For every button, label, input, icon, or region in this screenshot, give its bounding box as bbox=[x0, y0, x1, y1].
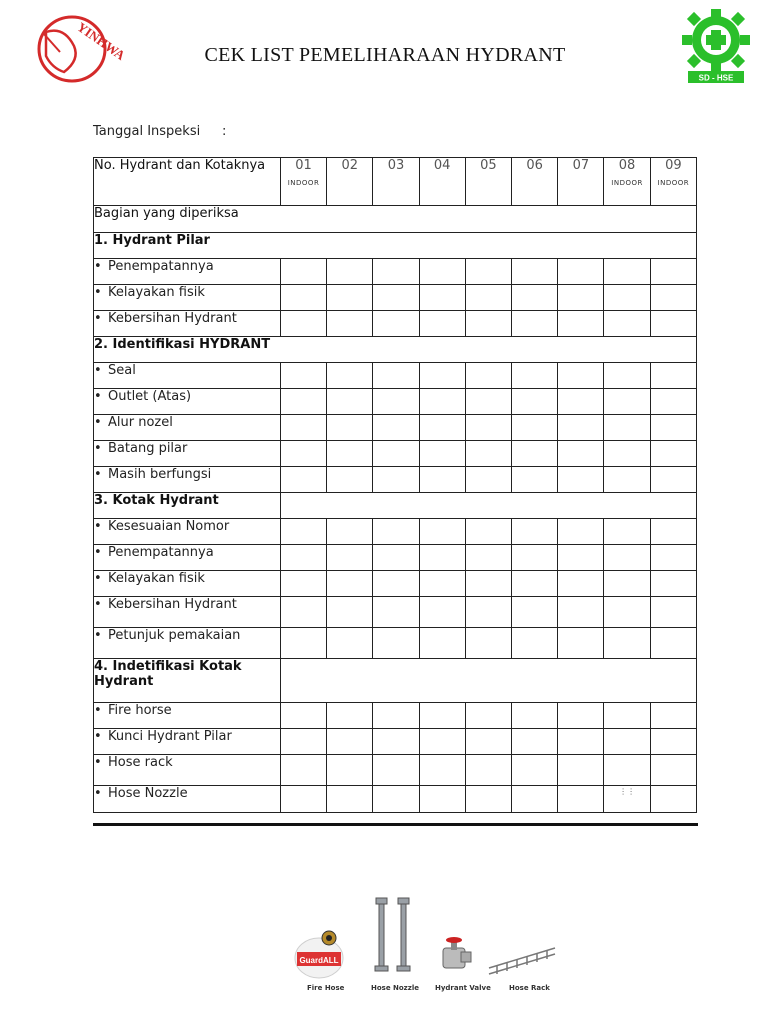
section-row bbox=[94, 233, 697, 259]
check-cell[interactable] bbox=[558, 467, 604, 493]
header-label: No. Hydrant dan Kotaknya bbox=[94, 158, 281, 206]
check-item bbox=[94, 786, 281, 813]
check-item-label: Kunci Hydrant Pilar bbox=[108, 729, 232, 744]
check-cell[interactable] bbox=[465, 571, 511, 597]
check-cell[interactable] bbox=[327, 415, 373, 441]
check-cell[interactable] bbox=[604, 597, 650, 628]
check-item bbox=[94, 571, 281, 597]
check-cell[interactable] bbox=[327, 389, 373, 415]
column-number: 04 bbox=[433, 158, 451, 173]
check-cell[interactable] bbox=[558, 415, 604, 441]
check-item-label: Kesesuaian Nomor bbox=[108, 519, 230, 534]
bullet-icon: • bbox=[94, 628, 102, 643]
check-item bbox=[94, 755, 281, 786]
scribble-mark: ⋮⋮ bbox=[619, 787, 636, 796]
check-cell[interactable] bbox=[327, 311, 373, 337]
check-cell[interactable] bbox=[650, 786, 696, 813]
check-cell[interactable] bbox=[512, 363, 558, 389]
check-cell[interactable] bbox=[419, 628, 465, 659]
check-cell[interactable] bbox=[327, 545, 373, 571]
check-cell[interactable] bbox=[327, 729, 373, 755]
check-cell[interactable] bbox=[465, 755, 511, 786]
bullet-icon: • bbox=[94, 755, 102, 770]
column-location: INDOOR bbox=[657, 179, 690, 187]
column-number: 03 bbox=[387, 158, 405, 173]
check-cell[interactable] bbox=[280, 628, 326, 659]
check-cell[interactable] bbox=[419, 285, 465, 311]
check-cell[interactable] bbox=[512, 467, 558, 493]
check-cell[interactable] bbox=[465, 729, 511, 755]
check-item bbox=[94, 285, 281, 311]
page-title: CEK LIST PEMELIHARAAN HYDRANT bbox=[204, 44, 566, 66]
section-title: 2. Identifikasi HYDRANT bbox=[94, 337, 697, 363]
check-item bbox=[94, 703, 281, 729]
check-cell[interactable] bbox=[604, 729, 650, 755]
check-cell[interactable] bbox=[465, 259, 511, 285]
check-cell[interactable] bbox=[558, 786, 604, 813]
check-cell[interactable] bbox=[465, 285, 511, 311]
check-cell[interactable] bbox=[419, 363, 465, 389]
column-number: 05 bbox=[480, 158, 497, 173]
column-number: 09 bbox=[665, 158, 682, 173]
check-item bbox=[94, 441, 281, 467]
check-cell[interactable] bbox=[465, 389, 511, 415]
check-cell[interactable] bbox=[558, 519, 604, 545]
check-cell[interactable] bbox=[280, 363, 326, 389]
check-cell[interactable] bbox=[280, 597, 326, 628]
hose-nozzle-icon bbox=[375, 898, 410, 971]
check-cell[interactable] bbox=[604, 703, 650, 729]
section-blank bbox=[280, 493, 696, 519]
table-row bbox=[94, 389, 697, 415]
fire-hose-label: Fire Hose bbox=[307, 984, 345, 992]
check-cell[interactable] bbox=[465, 597, 511, 628]
check-cell[interactable] bbox=[373, 415, 419, 441]
check-cell[interactable] bbox=[512, 628, 558, 659]
table-row bbox=[94, 545, 697, 571]
check-cell[interactable] bbox=[465, 415, 511, 441]
check-cell[interactable] bbox=[512, 415, 558, 441]
check-cell[interactable] bbox=[465, 786, 511, 813]
check-cell[interactable] bbox=[512, 389, 558, 415]
check-cell[interactable] bbox=[650, 597, 696, 628]
check-cell[interactable] bbox=[419, 729, 465, 755]
check-cell[interactable] bbox=[419, 389, 465, 415]
check-cell[interactable] bbox=[650, 311, 696, 337]
column-header bbox=[280, 158, 326, 206]
check-cell[interactable] bbox=[280, 285, 326, 311]
bullet-icon: • bbox=[94, 285, 102, 300]
check-item-label: Kebersihan Hydrant bbox=[108, 597, 237, 612]
section-title: 4. Indetifikasi Kotak Hydrant bbox=[94, 659, 281, 703]
check-item bbox=[94, 545, 281, 571]
check-cell[interactable] bbox=[558, 389, 604, 415]
check-cell[interactable] bbox=[650, 285, 696, 311]
check-item-label: Kelayakan fisik bbox=[108, 571, 205, 586]
bullet-icon: • bbox=[94, 729, 102, 744]
check-cell[interactable] bbox=[419, 441, 465, 467]
check-cell[interactable] bbox=[280, 703, 326, 729]
check-cell[interactable] bbox=[373, 467, 419, 493]
table-row bbox=[94, 259, 697, 285]
check-item-label: Penempatannya bbox=[108, 545, 214, 560]
check-cell[interactable] bbox=[465, 628, 511, 659]
check-cell[interactable] bbox=[373, 545, 419, 571]
check-cell[interactable] bbox=[650, 363, 696, 389]
check-cell[interactable] bbox=[419, 259, 465, 285]
inspection-date-colon: : bbox=[222, 124, 227, 139]
check-cell[interactable] bbox=[558, 597, 604, 628]
check-cell[interactable] bbox=[373, 755, 419, 786]
check-item bbox=[94, 311, 281, 337]
section-title: 1. Hydrant Pilar bbox=[94, 233, 697, 259]
check-cell[interactable] bbox=[558, 285, 604, 311]
check-cell[interactable] bbox=[280, 415, 326, 441]
check-cell[interactable] bbox=[373, 729, 419, 755]
check-cell[interactable] bbox=[280, 729, 326, 755]
bullet-icon: • bbox=[94, 571, 102, 586]
check-item-label: Penempatannya bbox=[108, 259, 214, 274]
column-header bbox=[558, 158, 604, 206]
check-cell[interactable] bbox=[280, 259, 326, 285]
check-cell[interactable] bbox=[373, 311, 419, 337]
check-cell[interactable] bbox=[327, 259, 373, 285]
check-cell[interactable] bbox=[280, 311, 326, 337]
check-cell[interactable] bbox=[373, 259, 419, 285]
check-cell[interactable] bbox=[604, 786, 650, 813]
check-cell[interactable] bbox=[512, 441, 558, 467]
equipment-illustration bbox=[285, 888, 565, 1000]
check-cell[interactable] bbox=[327, 519, 373, 545]
check-cell[interactable] bbox=[465, 519, 511, 545]
check-cell[interactable] bbox=[604, 628, 650, 659]
check-cell[interactable] bbox=[327, 755, 373, 786]
column-header bbox=[419, 158, 465, 206]
check-cell[interactable] bbox=[373, 285, 419, 311]
check-cell[interactable] bbox=[327, 703, 373, 729]
table-row bbox=[94, 729, 697, 755]
table-row bbox=[94, 415, 697, 441]
check-cell[interactable] bbox=[419, 597, 465, 628]
check-cell[interactable] bbox=[280, 755, 326, 786]
check-cell[interactable] bbox=[327, 441, 373, 467]
bullet-icon: • bbox=[94, 363, 102, 378]
check-cell[interactable] bbox=[373, 363, 419, 389]
check-cell[interactable] bbox=[512, 703, 558, 729]
hydrant-valve-label: Hydrant Valve bbox=[435, 984, 491, 992]
check-item bbox=[94, 729, 281, 755]
check-cell[interactable] bbox=[558, 703, 604, 729]
check-cell[interactable] bbox=[604, 259, 650, 285]
check-item-label: Petunjuk pemakaian bbox=[108, 628, 241, 643]
header-row bbox=[94, 158, 697, 206]
column-header bbox=[650, 158, 696, 206]
column-header bbox=[604, 158, 650, 206]
check-cell[interactable] bbox=[327, 363, 373, 389]
check-cell[interactable] bbox=[650, 441, 696, 467]
check-cell[interactable] bbox=[465, 703, 511, 729]
bullet-icon: • bbox=[94, 441, 102, 456]
check-cell[interactable] bbox=[604, 415, 650, 441]
table-row bbox=[94, 311, 697, 337]
check-cell[interactable] bbox=[419, 703, 465, 729]
check-cell[interactable] bbox=[465, 311, 511, 337]
bullet-icon: • bbox=[94, 259, 102, 274]
logo-text: YINHWA bbox=[74, 19, 128, 63]
check-item bbox=[94, 519, 281, 545]
section-title: 3. Kotak Hydrant bbox=[94, 493, 281, 519]
check-cell[interactable] bbox=[419, 467, 465, 493]
check-cell[interactable] bbox=[650, 415, 696, 441]
hose-nozzle-label: Hose Nozzle bbox=[371, 984, 419, 992]
check-cell[interactable] bbox=[419, 311, 465, 337]
section-blank bbox=[280, 659, 696, 703]
check-cell[interactable] bbox=[558, 628, 604, 659]
check-item-label: Fire horse bbox=[108, 703, 172, 718]
check-cell[interactable] bbox=[650, 467, 696, 493]
check-cell[interactable] bbox=[419, 519, 465, 545]
column-number: 07 bbox=[572, 158, 590, 173]
check-cell[interactable] bbox=[558, 755, 604, 786]
check-cell[interactable] bbox=[280, 786, 326, 813]
check-cell[interactable] bbox=[650, 703, 696, 729]
check-cell[interactable] bbox=[327, 467, 373, 493]
check-cell[interactable] bbox=[373, 519, 419, 545]
check-cell[interactable] bbox=[512, 311, 558, 337]
bullet-icon: • bbox=[94, 389, 102, 404]
check-cell[interactable] bbox=[465, 363, 511, 389]
table-row bbox=[94, 285, 697, 311]
check-cell[interactable] bbox=[558, 545, 604, 571]
column-number: 02 bbox=[341, 158, 359, 173]
checklist-table bbox=[93, 157, 697, 813]
check-cell[interactable] bbox=[465, 441, 511, 467]
bullet-icon: • bbox=[94, 519, 102, 534]
check-item-label: Seal bbox=[108, 363, 136, 378]
check-cell[interactable] bbox=[373, 441, 419, 467]
check-item-label: Kelayakan fisik bbox=[108, 285, 205, 300]
check-cell[interactable] bbox=[373, 786, 419, 813]
column-header bbox=[373, 158, 419, 206]
check-cell[interactable] bbox=[327, 597, 373, 628]
check-cell[interactable] bbox=[373, 703, 419, 729]
check-item bbox=[94, 259, 281, 285]
check-item-label: Kebersihan Hydrant bbox=[108, 311, 237, 326]
check-cell[interactable] bbox=[327, 571, 373, 597]
inspection-date-row bbox=[93, 124, 227, 139]
table-row bbox=[94, 786, 697, 813]
check-item bbox=[94, 389, 281, 415]
check-cell[interactable] bbox=[650, 389, 696, 415]
check-cell[interactable] bbox=[558, 311, 604, 337]
check-cell[interactable] bbox=[280, 571, 326, 597]
check-cell[interactable] bbox=[604, 519, 650, 545]
check-cell[interactable] bbox=[512, 786, 558, 813]
section-row bbox=[94, 659, 697, 703]
check-cell[interactable] bbox=[650, 259, 696, 285]
check-item-label: Masih berfungsi bbox=[108, 467, 212, 482]
check-cell[interactable] bbox=[373, 628, 419, 659]
check-cell[interactable] bbox=[280, 467, 326, 493]
check-cell[interactable] bbox=[650, 545, 696, 571]
check-cell[interactable] bbox=[650, 571, 696, 597]
section-intro-row bbox=[94, 206, 697, 233]
table-row bbox=[94, 571, 697, 597]
check-cell[interactable] bbox=[465, 545, 511, 571]
check-cell[interactable] bbox=[419, 415, 465, 441]
logo-label: SD - HSE bbox=[698, 73, 734, 83]
check-cell[interactable] bbox=[373, 389, 419, 415]
check-cell[interactable] bbox=[512, 571, 558, 597]
check-cell[interactable] bbox=[419, 755, 465, 786]
check-cell[interactable] bbox=[604, 571, 650, 597]
table-row bbox=[94, 703, 697, 729]
check-item-label: Hose rack bbox=[108, 755, 173, 770]
column-number: 06 bbox=[526, 158, 543, 173]
check-cell[interactable] bbox=[280, 441, 326, 467]
check-cell[interactable] bbox=[327, 786, 373, 813]
hose-brand: GuardALL bbox=[299, 956, 339, 965]
check-cell[interactable] bbox=[419, 571, 465, 597]
check-cell[interactable] bbox=[512, 729, 558, 755]
check-cell[interactable] bbox=[280, 545, 326, 571]
section-intro: Bagian yang diperiksa bbox=[94, 206, 697, 233]
check-cell[interactable] bbox=[604, 389, 650, 415]
check-cell[interactable] bbox=[512, 259, 558, 285]
table-row bbox=[94, 467, 697, 493]
section-row bbox=[94, 493, 697, 519]
bullet-icon: • bbox=[94, 467, 102, 482]
check-cell[interactable] bbox=[419, 545, 465, 571]
check-item bbox=[94, 597, 281, 628]
table-row bbox=[94, 363, 697, 389]
table-row bbox=[94, 597, 697, 628]
check-cell[interactable] bbox=[512, 755, 558, 786]
check-cell[interactable] bbox=[465, 467, 511, 493]
table-row bbox=[94, 755, 697, 786]
check-cell[interactable] bbox=[280, 389, 326, 415]
check-item-label: Outlet (Atas) bbox=[108, 389, 192, 404]
fire-hose-icon bbox=[295, 931, 343, 978]
check-cell[interactable] bbox=[327, 285, 373, 311]
check-item-label: Batang pilar bbox=[108, 441, 188, 456]
table-row bbox=[94, 519, 697, 545]
bullet-icon: • bbox=[94, 545, 102, 560]
column-header bbox=[327, 158, 373, 206]
table-row bbox=[94, 628, 697, 659]
check-cell[interactable] bbox=[558, 441, 604, 467]
hose-rack-icon bbox=[489, 948, 555, 974]
column-location: INDOOR bbox=[611, 179, 643, 187]
check-cell[interactable] bbox=[280, 519, 326, 545]
column-header bbox=[465, 158, 511, 206]
check-cell[interactable] bbox=[373, 571, 419, 597]
check-cell[interactable] bbox=[558, 729, 604, 755]
column-header bbox=[512, 158, 558, 206]
check-cell[interactable] bbox=[512, 285, 558, 311]
check-item-label: Hose Nozzle bbox=[108, 786, 188, 801]
check-cell[interactable] bbox=[512, 545, 558, 571]
check-cell[interactable] bbox=[604, 467, 650, 493]
check-cell[interactable] bbox=[558, 571, 604, 597]
check-cell[interactable] bbox=[419, 786, 465, 813]
check-cell[interactable] bbox=[373, 597, 419, 628]
safety-gear-logo bbox=[676, 6, 756, 86]
check-cell[interactable] bbox=[604, 545, 650, 571]
section-row bbox=[94, 337, 697, 363]
bullet-icon: • bbox=[94, 597, 102, 612]
check-cell[interactable] bbox=[604, 363, 650, 389]
bottom-divider bbox=[93, 823, 698, 826]
check-cell[interactable] bbox=[327, 628, 373, 659]
bullet-icon: • bbox=[94, 415, 102, 430]
hydrant-valve-icon bbox=[443, 937, 471, 968]
bullet-icon: • bbox=[94, 786, 102, 801]
check-cell[interactable] bbox=[650, 755, 696, 786]
check-cell[interactable] bbox=[650, 628, 696, 659]
check-cell[interactable] bbox=[512, 597, 558, 628]
check-cell[interactable] bbox=[604, 755, 650, 786]
company-logo bbox=[34, 12, 128, 86]
column-location: INDOOR bbox=[287, 179, 320, 187]
check-item bbox=[94, 415, 281, 441]
inspection-date-label: Tanggal Inspeksi bbox=[93, 124, 201, 139]
bullet-icon: • bbox=[94, 703, 102, 718]
check-cell[interactable] bbox=[604, 285, 650, 311]
check-item-label: Alur nozel bbox=[108, 415, 173, 430]
check-cell[interactable] bbox=[650, 519, 696, 545]
check-cell[interactable] bbox=[558, 259, 604, 285]
table-row bbox=[94, 441, 697, 467]
check-item bbox=[94, 628, 281, 659]
hose-rack-label: Hose Rack bbox=[509, 984, 550, 992]
check-cell[interactable] bbox=[558, 363, 604, 389]
check-cell[interactable] bbox=[604, 311, 650, 337]
check-cell[interactable] bbox=[604, 441, 650, 467]
check-item bbox=[94, 363, 281, 389]
column-number: 08 bbox=[618, 158, 636, 173]
check-cell[interactable] bbox=[512, 519, 558, 545]
check-item bbox=[94, 467, 281, 493]
column-number: 01 bbox=[295, 158, 312, 173]
bullet-icon: • bbox=[94, 311, 102, 326]
check-cell[interactable] bbox=[650, 729, 696, 755]
